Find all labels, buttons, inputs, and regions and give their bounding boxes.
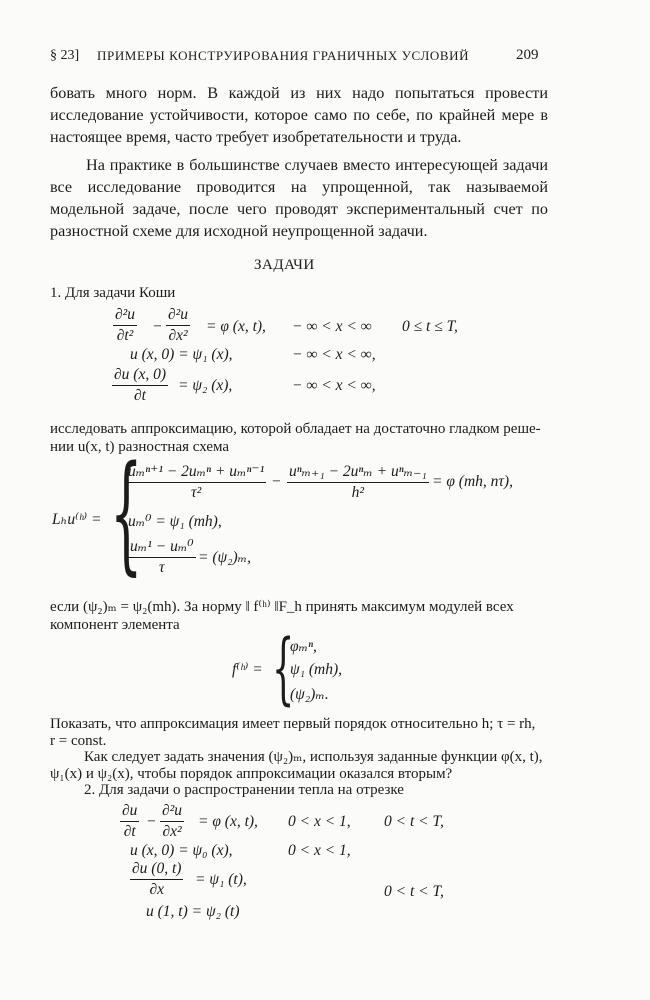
norm-text-2: компонент элемента [50,617,180,633]
eq1-frac-b: $\frac{\text{∂²u}}{\text{∂x²}}$ [168,306,189,344]
p2-eq3-rhs: = ψ₁ (t), [195,871,247,888]
f-component-3: (ψ₂)ₘ. [290,686,329,703]
f-brace: { [272,624,295,714]
p2-eq3-trange: 0 < t < T, [384,883,444,900]
eq3-rhs: = ψ₂ (x), [178,377,233,394]
show-text-1: Показать, что аппроксимация имеет первый порядок относительно h; τ = rh, [50,716,536,732]
eq3-range: − ∞ < x < ∞, [292,377,376,394]
p2-eq4: u (1, t) = ψ₂ (t) [146,903,240,920]
eq1-minus: − [153,318,162,335]
scheme-minus: − [272,473,281,490]
f-component-2: ψ₁ (mh), [290,661,343,678]
question-text-1: Как следует задать значения (ψ₂)ₘ, используя заданные функции φ(x, t), [84,749,543,765]
eq1-rhs: = φ (x, t), [206,318,266,335]
p2-frac-a: $\frac{\partial u}{\partial t}$ [122,802,138,840]
scheme-frac-c: $\frac{\text{uₘ¹ − uₘ⁰}}{\tau}$ [130,538,194,576]
scheme-rhs: = φ (mh, nτ), [432,473,513,490]
p2-eq1-trange: 0 < t < T, [384,813,444,830]
p2-eq1-rhs: = φ (x, t), [198,813,258,830]
section-title: ЗАДАЧИ [254,257,315,273]
p2-frac-c: $\frac{\partial u (0, t)}{\partial x}$ [132,860,182,898]
eq3-frac: $\frac{\partial u (x, 0)}{\partial t}$ [114,366,166,404]
norm-text-1: если (ψ₂)ₘ = ψ₂(mh). За норму ‖ f⁽ʰ⁾ ‖F_h принять максимум модулей всех [50,599,514,615]
eq1-frac-a: $\frac{\text{∂²u}}{\text{∂t²}}$ [115,306,136,344]
question-text-2: ψ₁(x) и ψ₂(x), чтобы порядок аппроксимации оказался вторым? [50,766,453,782]
p2-eq1-xrange: 0 < x < 1, [288,813,351,830]
p2-minus: − [147,813,156,830]
section-number: § 23] [50,48,80,63]
show-text-2: r = const. [50,733,107,749]
problem-1-intro: 1. Для задачи Коши [50,285,176,301]
page-number: 209 [516,47,539,63]
running-title: ПРИМЕРЫ КОНСТРУИРОВАНИЯ ГРАНИЧНЫХ УСЛОВИЙ [97,48,470,63]
paragraph-2: На практике в большинстве случаев вместо интересующей задачи все исследование проводится на упрощенной, так называемой модельной задаче, после чего проводят экспериментальный счет по разностной схеме для исходной неупрощенной задачи. [50,156,548,240]
scheme-frac-a: uₘⁿ⁺¹ − 2uₘⁿ + uₘⁿ⁻¹ τ² [128,463,265,501]
scheme-rhs-c: = (ψ₂)ₘ, [198,549,252,566]
paragraph-1: бовать много норм. В каждой из них надо попытаться провести исследование устойчивости, которое само по себе, по крайней мере в настоящее время, часто требует изобретательности и труда. [50,84,548,146]
scheme-frac-b: uⁿₘ₊₁ − 2uⁿₘ + uⁿₘ₋₁ h² [289,463,427,501]
scheme-lhs: Lₕu⁽ʰ⁾ = [52,511,102,528]
p2-eq2-range: 0 < x < 1, [288,842,351,859]
scheme-initial: uₘ⁰ = ψ₁ (mh), [128,513,222,530]
f-lhs: f⁽ʰ⁾ = [232,661,263,678]
eq2: u (x, 0) = ψ₁ (x), [130,346,233,363]
scheme-brace: { [110,439,143,588]
eq1-trange: 0 ≤ t ≤ T, [402,318,458,335]
eq1-range: − ∞ < x < ∞ [292,318,372,335]
p2-eq2: u (x, 0) = ψ₀ (x), [130,842,233,859]
p2-frac-b: $\frac{\text{∂²u}}{\text{∂x²}}$ [162,802,183,840]
eq2-range: − ∞ < x < ∞, [292,346,376,363]
f-component-1: φₘⁿ, [290,638,317,655]
text-after-system-1: исследовать аппроксимацию, которой обладает на достаточно гладком реше- [50,421,541,437]
text-after-system-2: нии u(x, t) разностная схема [50,439,230,455]
problem-2-intro: 2. Для задачи о распространении тепла на отрезке [84,782,404,798]
